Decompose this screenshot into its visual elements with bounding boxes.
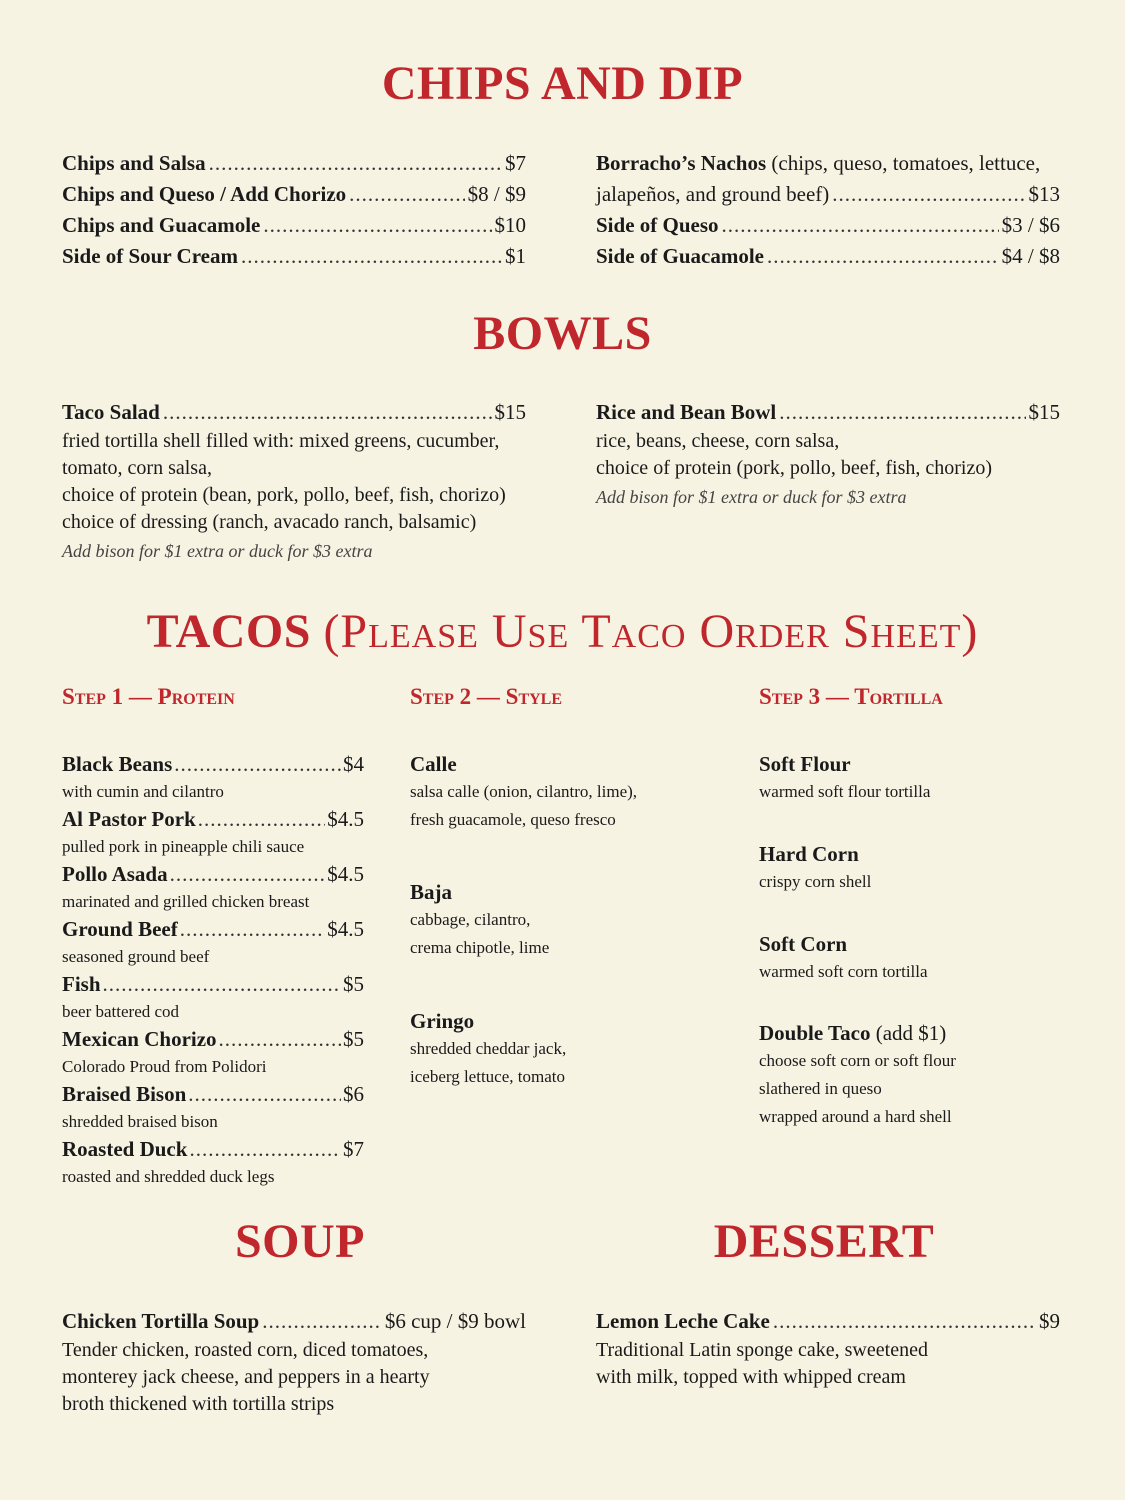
taco-salad bbox=[62, 397, 526, 566]
item-price: $15 bbox=[494, 400, 526, 424]
tortilla-name: Soft Corn bbox=[759, 932, 848, 956]
item-price: $3 / $6 bbox=[1001, 213, 1060, 237]
item-price: $13 bbox=[1028, 182, 1060, 206]
item-description: broth thickened with tortilla strips bbox=[62, 1393, 335, 1415]
item-description: marinated and grilled chicken breast bbox=[62, 892, 310, 911]
item-description: monterey jack cheese, and peppers in a hearty bbox=[62, 1366, 430, 1388]
item-name: Fish bbox=[62, 972, 101, 996]
chips-right-column bbox=[596, 148, 1060, 272]
protein-item bbox=[62, 805, 364, 833]
tortilla-description: crispy corn shell bbox=[759, 872, 872, 891]
item-price: $10 bbox=[494, 213, 526, 237]
menu-item bbox=[62, 397, 526, 428]
item-price: $5 bbox=[343, 1027, 364, 1051]
item-name: Chips and Salsa bbox=[62, 151, 206, 175]
protein-item bbox=[62, 750, 364, 778]
leader-dots bbox=[773, 1306, 1036, 1337]
menu-item bbox=[62, 148, 526, 179]
extra-note: Add bison for $1 extra or duck for $3 extra bbox=[596, 487, 907, 507]
protein-item bbox=[62, 1080, 364, 1108]
menu-item-continued bbox=[596, 179, 1060, 210]
style-baja bbox=[410, 878, 730, 962]
leader-dots bbox=[832, 179, 1025, 210]
menu-item bbox=[596, 210, 1060, 241]
item-description: Traditional Latin sponge cake, sweetened bbox=[596, 1339, 928, 1361]
style-description: crema chipotle, lime bbox=[410, 938, 550, 957]
chips-left-column bbox=[62, 148, 526, 272]
style-description: iceberg lettuce, tomato bbox=[410, 1067, 565, 1086]
item-name: Side of Sour Cream bbox=[62, 244, 238, 268]
style-description: cabbage, cilantro, bbox=[410, 910, 531, 929]
item-price: $4.5 bbox=[327, 917, 364, 941]
menu-item bbox=[62, 179, 526, 210]
item-name: Lemon Leche Cake bbox=[596, 1309, 770, 1333]
item-description: shredded braised bison bbox=[62, 1112, 218, 1131]
tortilla-description: wrapped around a hard shell bbox=[759, 1107, 952, 1126]
style-name: Calle bbox=[410, 752, 457, 776]
tortilla-description: warmed soft flour tortilla bbox=[759, 782, 931, 801]
leader-dots bbox=[349, 179, 464, 210]
item-name: Taco Salad bbox=[62, 400, 160, 424]
item-description: Colorado Proud from Polidori bbox=[62, 1057, 267, 1076]
item-name: Black Beans bbox=[62, 752, 173, 776]
tacos-title: TACOS bbox=[146, 605, 311, 658]
leader-dots bbox=[163, 397, 492, 428]
leader-dots bbox=[779, 397, 1025, 428]
tacos-heading bbox=[0, 604, 1125, 659]
tortilla-description: slathered in queso bbox=[759, 1079, 882, 1098]
item-price: $9 bbox=[1039, 1309, 1060, 1333]
item-name: Al Pastor Pork bbox=[62, 807, 196, 831]
soup-item bbox=[62, 1306, 526, 1418]
menu-item bbox=[596, 1306, 1060, 1337]
leader-dots bbox=[188, 1080, 341, 1108]
item-description: choice of protein (pork, pollo, beef, fish, chorizo) bbox=[596, 457, 992, 479]
item-name: Mexican Chorizo bbox=[62, 1027, 217, 1051]
item-name: Braised Bison bbox=[62, 1082, 187, 1106]
tortilla-double-taco bbox=[759, 1019, 1099, 1131]
item-name: Side of Queso bbox=[596, 213, 719, 237]
style-name: Gringo bbox=[410, 1009, 475, 1033]
tortilla-soft-corn bbox=[759, 930, 1079, 986]
soup-heading: SOUP bbox=[234, 1215, 365, 1268]
tacos-subtitle: (Please Use Taco Order Sheet) bbox=[323, 605, 979, 658]
item-description: choice of protein (bean, pork, pollo, beef, fish, chorizo) bbox=[62, 484, 506, 506]
style-name: Baja bbox=[410, 880, 452, 904]
leader-dots bbox=[174, 750, 341, 778]
bowls-heading: BOWLS bbox=[473, 307, 652, 360]
leader-dots bbox=[198, 805, 325, 833]
leader-dots bbox=[262, 1306, 382, 1337]
item-description: with cumin and cilantro bbox=[62, 782, 224, 801]
item-price: $8 / $9 bbox=[467, 182, 526, 206]
item-name: Pollo Asada bbox=[62, 862, 168, 886]
menu-item bbox=[596, 397, 1060, 428]
rice-bean-bowl bbox=[596, 397, 1060, 512]
item-note: (chips, queso, tomatoes, lettuce, bbox=[771, 151, 1041, 175]
item-description: rice, beans, cheese, corn salsa, bbox=[596, 430, 840, 452]
item-price: $4 bbox=[343, 752, 364, 776]
style-gringo bbox=[410, 1007, 730, 1091]
protein-item bbox=[62, 915, 364, 943]
item-description: seasoned ground beef bbox=[62, 947, 210, 966]
leader-dots bbox=[103, 970, 341, 998]
leader-dots bbox=[189, 1135, 341, 1163]
menu-item bbox=[596, 241, 1060, 272]
chips-and-dip-heading: CHIPS AND DIP bbox=[381, 57, 744, 110]
leader-dots bbox=[722, 210, 999, 241]
item-description: choice of dressing (ranch, avacado ranch, balsamic) bbox=[62, 511, 477, 533]
tortilla-hard-corn bbox=[759, 840, 1079, 896]
item-description: Tender chicken, roasted corn, diced tomatoes, bbox=[62, 1339, 429, 1361]
protein-item bbox=[62, 970, 364, 998]
item-name: Rice and Bean Bowl bbox=[596, 400, 777, 424]
dessert-heading: DESSERT bbox=[713, 1215, 935, 1268]
protein-item bbox=[62, 1025, 364, 1053]
step1-label: Step 1 — Protein bbox=[62, 684, 235, 709]
item-name: Chips and Queso / Add Chorizo bbox=[62, 182, 347, 206]
step2-label: Step 2 — Style bbox=[410, 684, 563, 709]
style-description: fresh guacamole, queso fresco bbox=[410, 810, 616, 829]
item-price: $4.5 bbox=[327, 862, 364, 886]
item-note: jalapeños, and ground beef) bbox=[596, 182, 830, 206]
item-name: Side of Guacamole bbox=[596, 244, 764, 268]
item-price: $6 cup / $9 bowl bbox=[384, 1309, 526, 1333]
dessert-item bbox=[596, 1306, 1060, 1391]
item-price: $15 bbox=[1028, 400, 1060, 424]
style-calle bbox=[410, 750, 730, 834]
item-price: $7 bbox=[343, 1137, 364, 1161]
style-description: salsa calle (onion, cilantro, lime), bbox=[410, 782, 638, 801]
step3-label: Step 3 — Tortilla bbox=[759, 684, 943, 709]
tortilla-name-row bbox=[759, 1019, 1099, 1047]
menu-item bbox=[62, 210, 526, 241]
item-name: Borracho’s Nachos bbox=[596, 151, 767, 175]
leader-dots bbox=[170, 860, 326, 888]
item-description: tomato, corn salsa, bbox=[62, 457, 212, 479]
item-name: Ground Beef bbox=[62, 917, 178, 941]
item-description: beer battered cod bbox=[62, 1002, 180, 1021]
menu-item bbox=[596, 148, 1060, 179]
style-description: shredded cheddar jack, bbox=[410, 1039, 567, 1058]
menu-item bbox=[62, 241, 526, 272]
item-price: $1 bbox=[505, 244, 526, 268]
item-price: $6 bbox=[343, 1082, 364, 1106]
leader-dots bbox=[767, 241, 999, 272]
tortilla-name: Soft Flour bbox=[759, 752, 851, 776]
tortilla-name: Hard Corn bbox=[759, 842, 859, 866]
item-name: Roasted Duck bbox=[62, 1137, 188, 1161]
item-description: fried tortilla shell filled with: mixed greens, cucumber, bbox=[62, 430, 500, 452]
tortilla-soft-flour bbox=[759, 750, 1079, 806]
tortilla-note: (add $1) bbox=[875, 1021, 947, 1045]
leader-dots bbox=[180, 915, 326, 943]
item-price: $4.5 bbox=[327, 807, 364, 831]
protein-list bbox=[62, 750, 364, 1190]
leader-dots bbox=[241, 241, 502, 272]
protein-item bbox=[62, 1135, 364, 1163]
leader-dots bbox=[219, 1025, 341, 1053]
item-description: pulled pork in pineapple chili sauce bbox=[62, 837, 305, 856]
item-price: $7 bbox=[505, 151, 526, 175]
menu-item bbox=[62, 1306, 526, 1337]
tortilla-description: choose soft corn or soft flour bbox=[759, 1051, 956, 1070]
leader-dots bbox=[263, 210, 491, 241]
protein-item bbox=[62, 860, 364, 888]
item-name: Chicken Tortilla Soup bbox=[62, 1309, 260, 1333]
extra-note: Add bison for $1 extra or duck for $3 extra bbox=[62, 541, 373, 561]
item-price: $5 bbox=[343, 972, 364, 996]
item-description: roasted and shredded duck legs bbox=[62, 1167, 275, 1186]
tortilla-description: warmed soft corn tortilla bbox=[759, 962, 928, 981]
tortilla-name: Double Taco bbox=[759, 1021, 871, 1045]
leader-dots bbox=[209, 148, 502, 179]
item-price: $4 / $8 bbox=[1001, 244, 1060, 268]
item-name: Chips and Guacamole bbox=[62, 213, 261, 237]
item-description: with milk, topped with whipped cream bbox=[596, 1366, 906, 1388]
